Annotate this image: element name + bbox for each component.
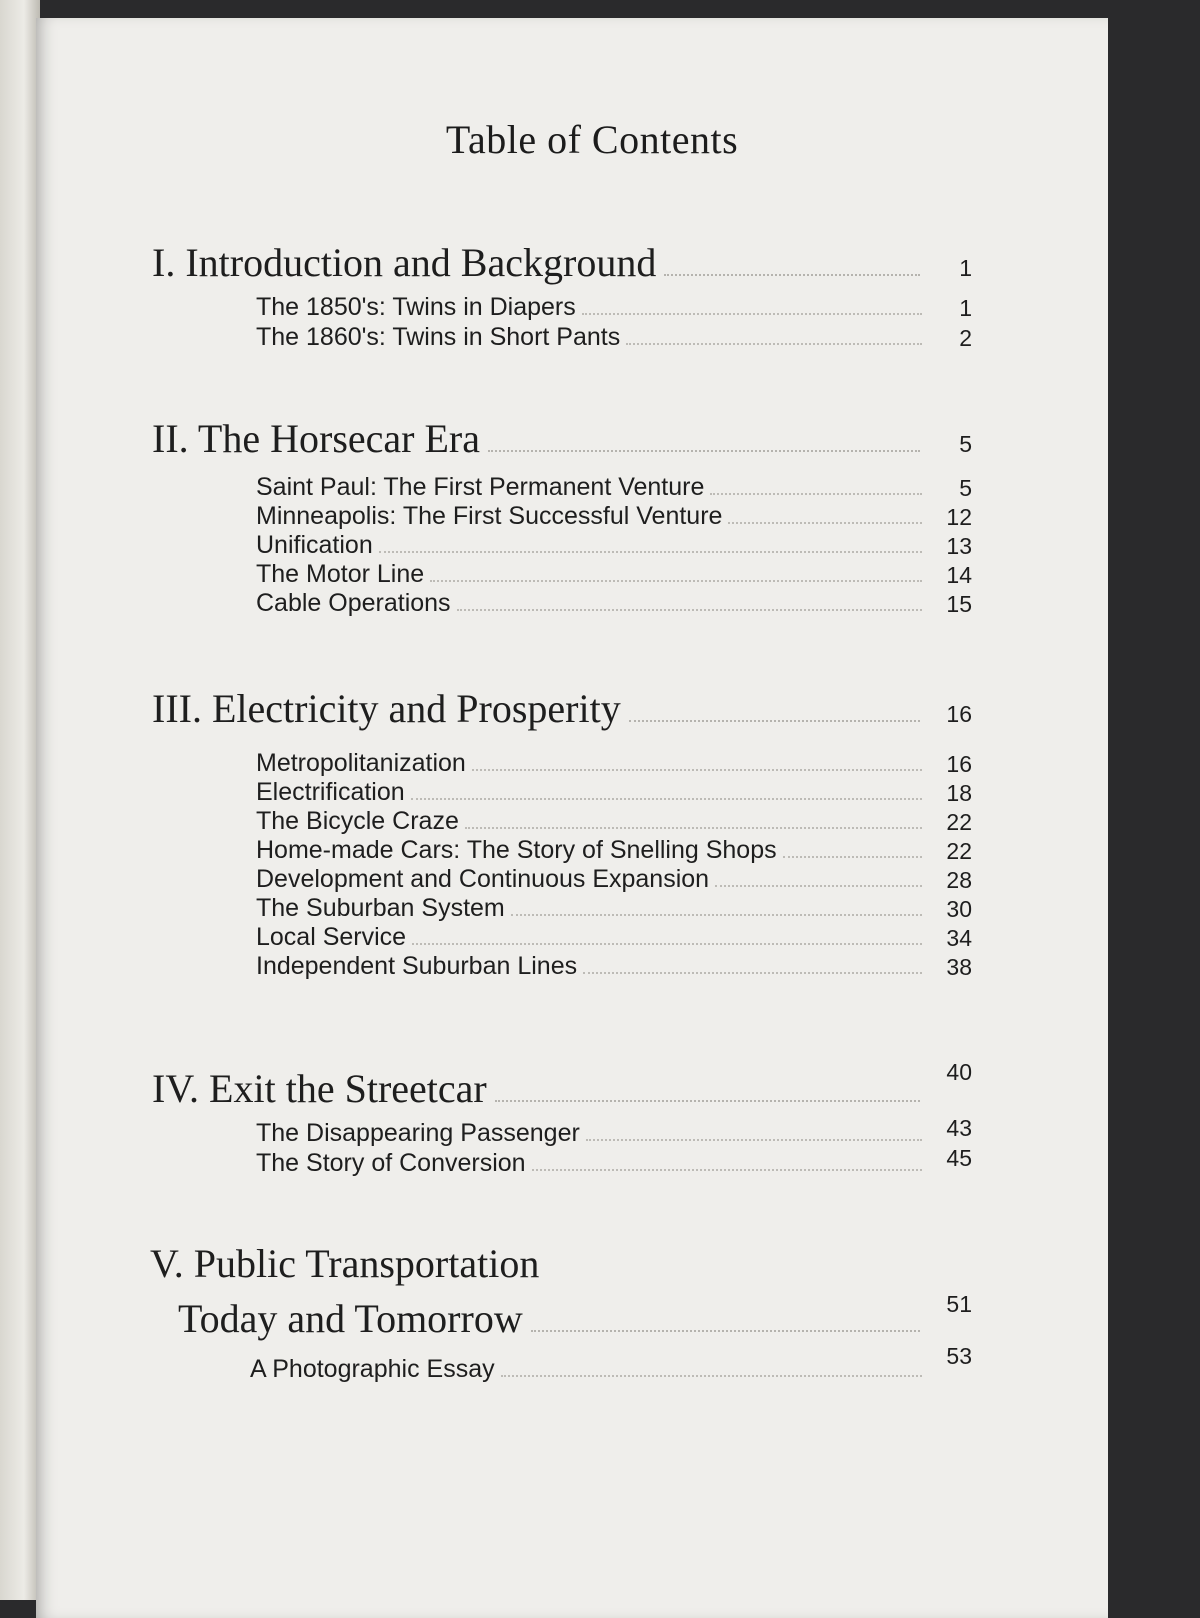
page-number: 12 (946, 504, 972, 530)
section-entry (250, 1343, 972, 1384)
chapter-title: IV. Exit the Streetcar (152, 1066, 487, 1111)
section-title: The Motor Line (256, 560, 425, 588)
page-number: 40 (946, 1059, 972, 1085)
section-title: Minneapolis: The First Successful Venture (256, 502, 723, 530)
section-title: The 1850's: Twins in Diapers (256, 293, 576, 321)
chapter-3-entry (152, 686, 972, 732)
dot-leader (586, 1139, 922, 1141)
section-title: Independent Suburban Lines (256, 952, 578, 980)
section-title: The 1860's: Twins in Short Pants (256, 323, 621, 351)
dot-leader (379, 551, 922, 553)
chapter-5-entry (178, 1291, 972, 1342)
section-title: Electrification (256, 778, 405, 806)
dot-leader (501, 1375, 922, 1377)
section-entry (256, 864, 972, 894)
section-entry (256, 559, 972, 589)
page-number: 15 (946, 591, 972, 617)
section-entry (256, 951, 972, 981)
dot-leader (664, 274, 920, 276)
chapter-title: I. Introduction and Background (152, 240, 657, 285)
dot-leader (582, 313, 922, 315)
section-title: Home-made Cars: The Story of Snelling Shops (256, 836, 777, 864)
dot-leader (532, 1169, 922, 1171)
section-entry (256, 292, 972, 322)
section-title: Development and Continuous Expansion (256, 865, 710, 893)
page-number: 16 (946, 751, 972, 777)
dot-leader (531, 1330, 920, 1332)
page-number: 28 (946, 867, 972, 893)
page-number: 22 (946, 838, 972, 864)
page-number: 14 (946, 562, 972, 588)
section-title: Metropolitanization (256, 749, 466, 777)
page-title: Table of Contents (445, 117, 739, 162)
page-number: 16 (946, 701, 972, 727)
dot-leader (626, 343, 922, 345)
page-number: 18 (946, 780, 972, 806)
page-number: 1 (959, 295, 972, 321)
chapter-title: II. The Horsecar Era (152, 416, 480, 461)
section-entry (256, 1145, 972, 1178)
section-entry (256, 893, 972, 923)
chapter-title: III. Electricity and Prosperity (152, 686, 621, 731)
page-number: 38 (946, 954, 972, 980)
dot-leader (629, 720, 920, 722)
page-number: 51 (946, 1291, 972, 1317)
page-number: 30 (946, 896, 972, 922)
dot-leader (430, 580, 922, 582)
section-entry (256, 472, 972, 502)
facing-page-edge (0, 0, 40, 1600)
dot-leader (411, 798, 922, 800)
dot-leader (783, 856, 922, 858)
page-number: 34 (946, 925, 972, 951)
section-title: Unification (256, 531, 373, 559)
section-title: The Bicycle Craze (256, 807, 459, 835)
section-entry (256, 322, 972, 352)
section-entry (256, 922, 972, 952)
page-number: 1 (959, 255, 972, 281)
section-entry (256, 748, 972, 778)
section-entry (256, 588, 972, 618)
section-entry (256, 1115, 972, 1148)
dot-leader (495, 1100, 920, 1102)
chapter-4-entry (152, 1059, 972, 1112)
page-number: 2 (959, 325, 972, 351)
dot-leader (412, 943, 922, 945)
section-title: A Photographic Essay (250, 1355, 495, 1383)
dot-leader (472, 769, 922, 771)
page-number: 43 (946, 1115, 972, 1141)
section-entry (256, 806, 972, 836)
section-entry (256, 501, 972, 531)
dot-leader (728, 522, 922, 524)
dot-leader (465, 827, 922, 829)
chapter-2-entry (152, 416, 972, 462)
section-title: The Story of Conversion (256, 1149, 526, 1177)
page-number: 53 (946, 1343, 972, 1369)
book-page (36, 18, 1108, 1618)
dot-leader (715, 885, 922, 887)
chapter-title-continuation: Today and Tomorrow (178, 1296, 523, 1341)
section-title: Local Service (256, 923, 407, 951)
dot-leader (511, 914, 922, 916)
dot-leader (457, 609, 922, 611)
section-title: The Disappearing Passenger (256, 1119, 580, 1147)
page-number: 22 (946, 809, 972, 835)
page-number: 45 (946, 1145, 972, 1171)
chapter-1-entry (152, 240, 972, 286)
dot-leader (583, 972, 922, 974)
section-entry (256, 777, 972, 807)
page-number: 13 (946, 533, 972, 559)
section-entry (256, 835, 972, 865)
section-title: Saint Paul: The First Permanent Venture (256, 473, 705, 501)
dot-leader (488, 450, 920, 452)
chapter-title: V. Public Transportation (150, 1241, 540, 1286)
section-entry (256, 530, 972, 560)
section-title: Cable Operations (256, 589, 451, 617)
page-number: 5 (959, 475, 972, 501)
dot-leader (710, 493, 922, 495)
section-title: The Suburban System (256, 894, 505, 922)
page-number: 5 (959, 431, 972, 457)
